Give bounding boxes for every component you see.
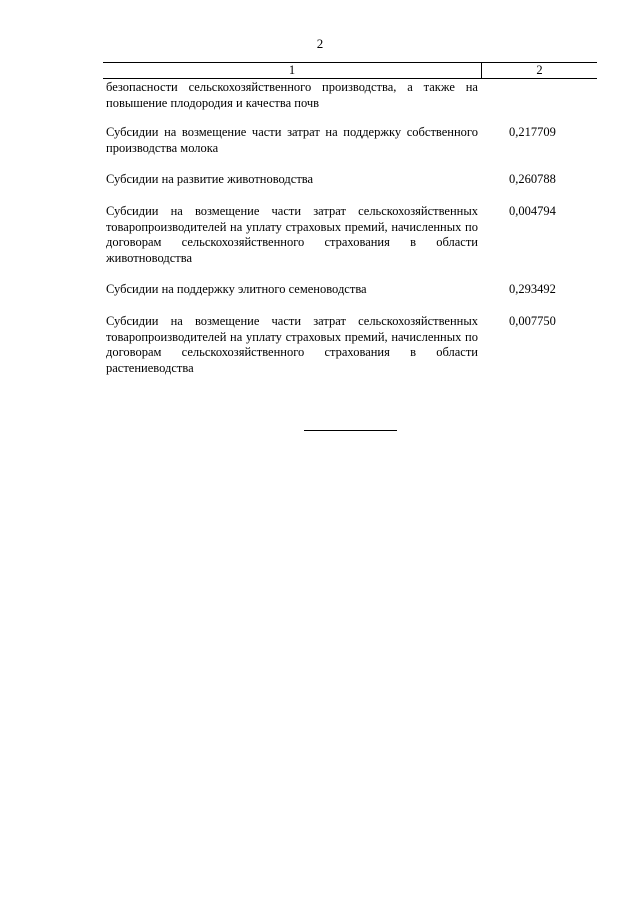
row-value	[478, 80, 576, 111]
row-value: 0,260788	[509, 172, 556, 187]
table-row	[106, 314, 576, 376]
row-description: Субсидии на возмещение части затрат сельскохозяйственных товаропроизводителей на уплату страховых премий, начисленных по договорам сельскохозяйственного страхования в области растениеводства	[106, 313, 478, 375]
row-value: 0,293492	[509, 282, 556, 297]
table-row	[106, 282, 576, 298]
table-row	[106, 204, 576, 266]
page-number: 2	[316, 36, 324, 51]
row-description: Субсидии на возмещение части затрат на поддержку собственного производства молока	[106, 125, 478, 155]
end-divider-line	[304, 430, 397, 431]
column-header-1: 1	[103, 63, 482, 78]
row-description: безопасности сельскохозяйственного производства, а также на повышение плодородия и качества почв	[106, 80, 478, 110]
row-description: Субсидии на возмещение части затрат сельскохозяйственных товаропроизводителей на уплату страховых премий, начисленных по договорам сельскохозяйственного страхования в области животноводства	[106, 203, 478, 265]
table-header	[103, 62, 597, 79]
row-description: Субсидии на развитие животноводства	[106, 172, 314, 187]
column-header-2: 2	[536, 63, 543, 77]
table-row	[106, 80, 576, 111]
row-description: Субсидии на поддержку элитного семеноводства	[106, 282, 367, 297]
row-value: 0,217709	[509, 125, 556, 140]
table-row	[106, 125, 576, 156]
row-value: 0,007750	[509, 313, 556, 328]
table-body	[106, 80, 576, 376]
table-row	[106, 172, 576, 188]
row-value: 0,004794	[509, 203, 556, 218]
